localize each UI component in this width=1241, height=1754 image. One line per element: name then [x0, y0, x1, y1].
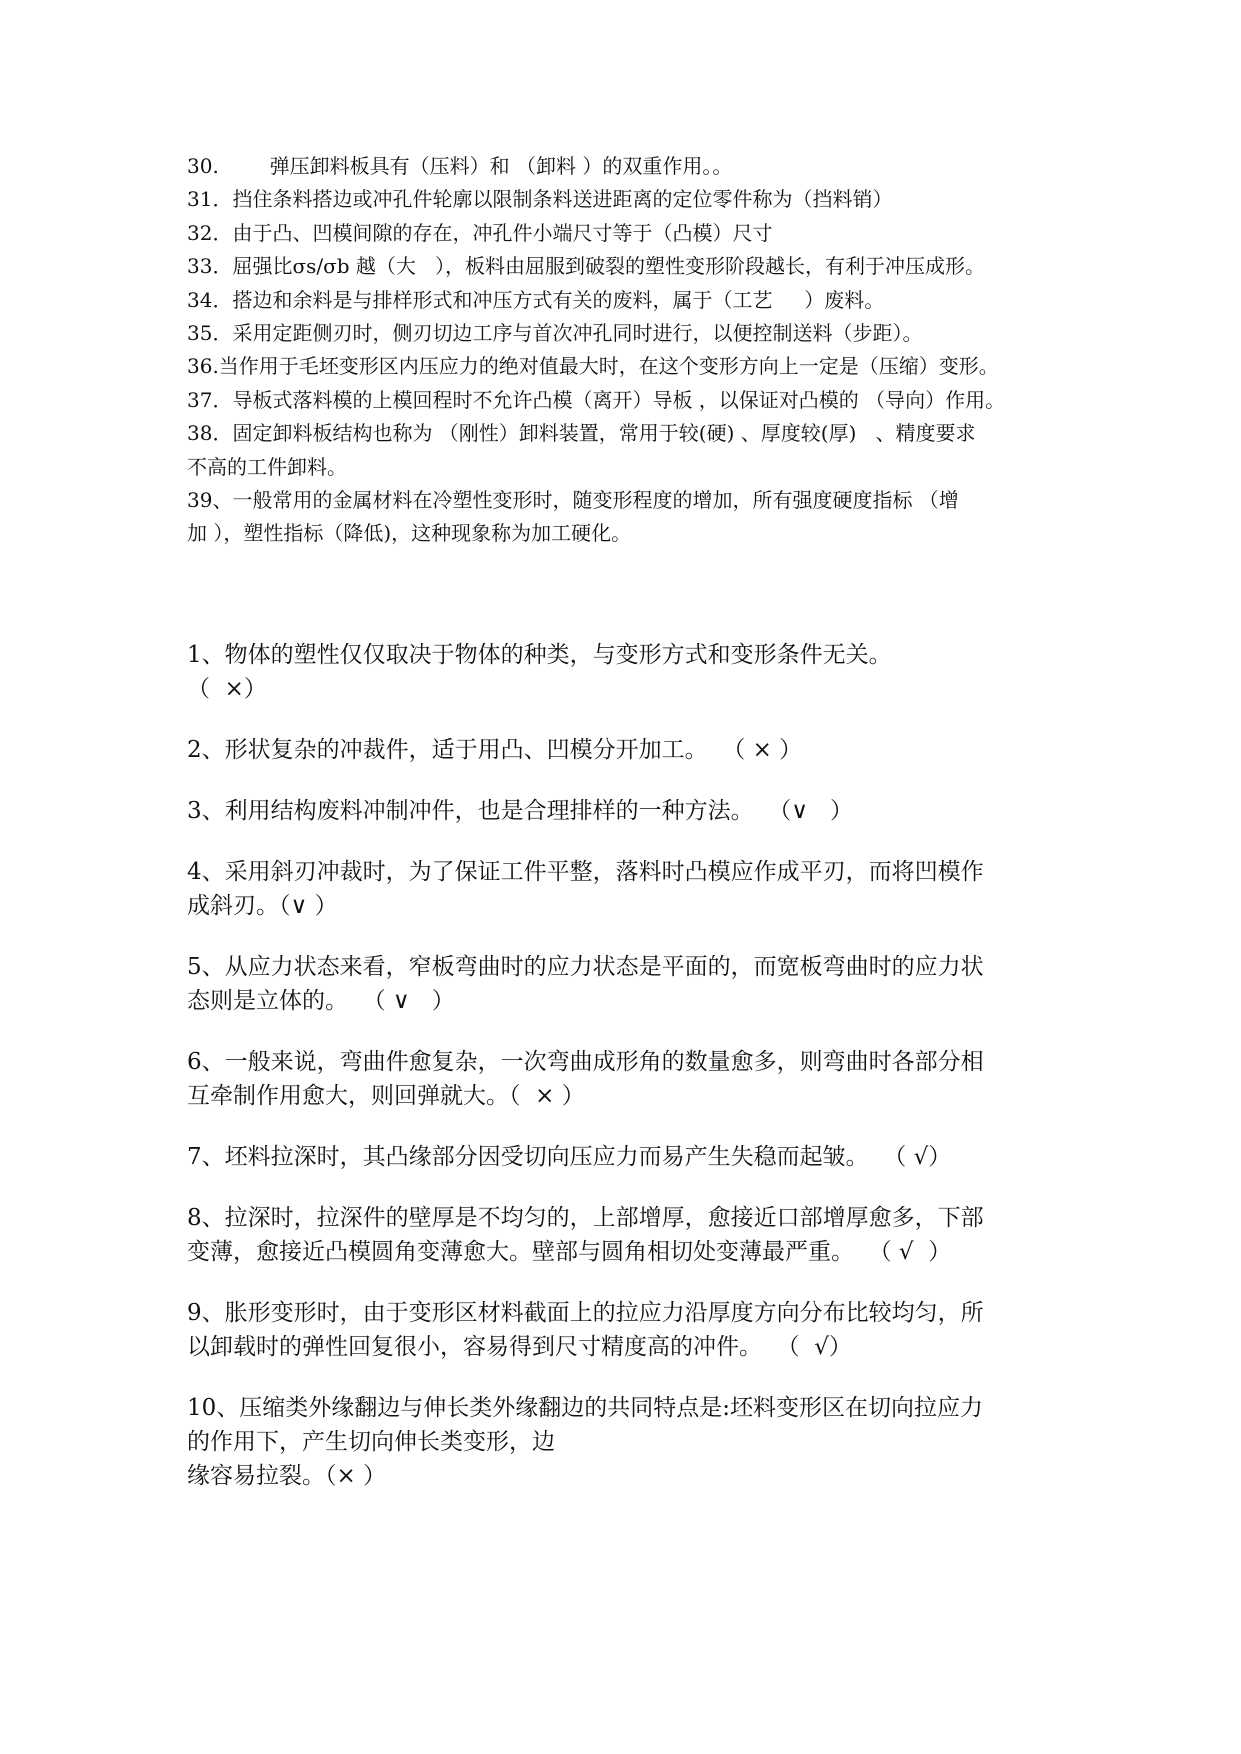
- question-item: [187, 1391, 1067, 1493]
- question-line: 成斜刃。（∨ ）: [187, 893, 338, 919]
- question-line: 9、胀形变形时，由于变形区材料截面上的拉应力沿厚度方向分布比较均匀，所: [187, 1300, 984, 1326]
- fill-in-line: 35．采用定距侧刃时，侧刃切边工序与首次冲孔同时进行，以便控制送料（步距）。: [187, 321, 923, 346]
- fill-in-line: 34．搭边和余料是与排样形式和冲压方式有关的废料，属于（工艺 ）废料。: [187, 287, 885, 312]
- fill-in-line: 不高的工件卸料。: [187, 454, 347, 479]
- question-line: 8、拉深时，拉深件的壁厚是不均匀的，上部增厚，愈接近口部增厚愈多，下部: [187, 1205, 984, 1231]
- question-line: 3、利用结构废料冲制冲件，也是合理排样的一种方法。 （∨ ）: [187, 798, 854, 824]
- question-line: 缘容易拉裂。（× ）: [187, 1463, 387, 1489]
- fill-in-line: 32．由于凸、凹模间隙的存在，冲孔件小端尺寸等于（凸模）尺寸: [187, 220, 773, 245]
- fill-in-line: 30. 弹压卸料板具有（压料）和 （卸料 ）的双重作用。。: [187, 154, 733, 178]
- question-line: 态则是立体的。 （ ∨ ）: [187, 988, 455, 1014]
- fill-in-line: 37．导板式落料模的上模回程时不允许凸模（离开）导板 ，以保证对凸模的 （导向）作用。: [187, 387, 1006, 412]
- question-item: [187, 638, 1067, 706]
- question-item: [187, 733, 1067, 767]
- fill-in-line: 36.当作用于毛坯变形区内压应力的绝对值最大时，在这个变形方向上一定是（压缩）变形。: [187, 354, 999, 379]
- question-line: 变薄，愈接近凸模圆角变薄愈大。壁部与圆角相切处变薄最严重。 （ √ ）: [187, 1239, 952, 1265]
- question-line: 6、一般来说，弯曲件愈复杂，一次弯曲成形角的数量愈多，则弯曲时各部分相: [187, 1049, 984, 1075]
- question-item: [187, 950, 1067, 1018]
- fill-in-line: 加 ），塑性指标（降低)，这种现象称为加工硬化。: [187, 521, 632, 546]
- question-line: 1、物体的塑性仅仅取决于物体的种类，与变形方式和变形条件无关。: [187, 642, 892, 668]
- question-line: 5、从应力状态来看，窄板弯曲时的应力状态是平面的，而宽板弯曲时的应力状: [187, 954, 984, 980]
- question-item: [187, 1045, 1067, 1113]
- fill-in-line: 38．固定卸料板结构也称为 （刚性）卸料装置，常用于较(硬) 、厚度较(厚) 、精度要求: [187, 421, 976, 446]
- question-line: （ ×）: [187, 676, 267, 702]
- question-line: 2、形状复杂的冲裁件，适于用凸、凹模分开加工。 （ × ）: [187, 737, 803, 763]
- question-item: [187, 1140, 1067, 1174]
- question-item: [187, 855, 1067, 923]
- true-false-questions: [187, 638, 1067, 1493]
- question-line: 10、压缩类外缘翻边与伸长类外缘翻边的共同特点是:坯料变形区在切向拉应力: [187, 1395, 984, 1421]
- question-line: 互牵制作用愈大，则回弹就大。（ × ）: [187, 1083, 585, 1109]
- question-line: 4、采用斜刃冲裁时，为了保证工件平整，落料时凸模应作成平刃，而将凹模作: [187, 859, 984, 885]
- question-line: 的作用下，产生切向伸长类变形，边: [187, 1429, 555, 1455]
- fill-in-line: 33．屈强比σs/σb 越（大 ），板料由屈服到破裂的塑性变形阶段越长，有利于冲压成形。: [187, 254, 985, 279]
- fill-in-questions: [187, 150, 1067, 551]
- fill-in-line: 39、一般常用的金属材料在冷塑性变形时，随变形程度的增加，所有强度硬度指标 （增: [187, 488, 959, 513]
- fill-in-line: 31．挡住条料搭边或冲孔件轮廓以限制条料送进距离的定位零件称为（挡料销）: [187, 187, 893, 212]
- question-item: [187, 1201, 1067, 1269]
- question-line: 以卸载时的弹性回复很小，容易得到尺寸精度高的冲件。 （ √）: [187, 1334, 852, 1360]
- question-line: 7、坯料拉深时，其凸缘部分因受切向压应力而易产生失稳而起皱。 （ √）: [187, 1144, 952, 1170]
- question-item: [187, 1296, 1067, 1364]
- question-item: [187, 794, 1067, 828]
